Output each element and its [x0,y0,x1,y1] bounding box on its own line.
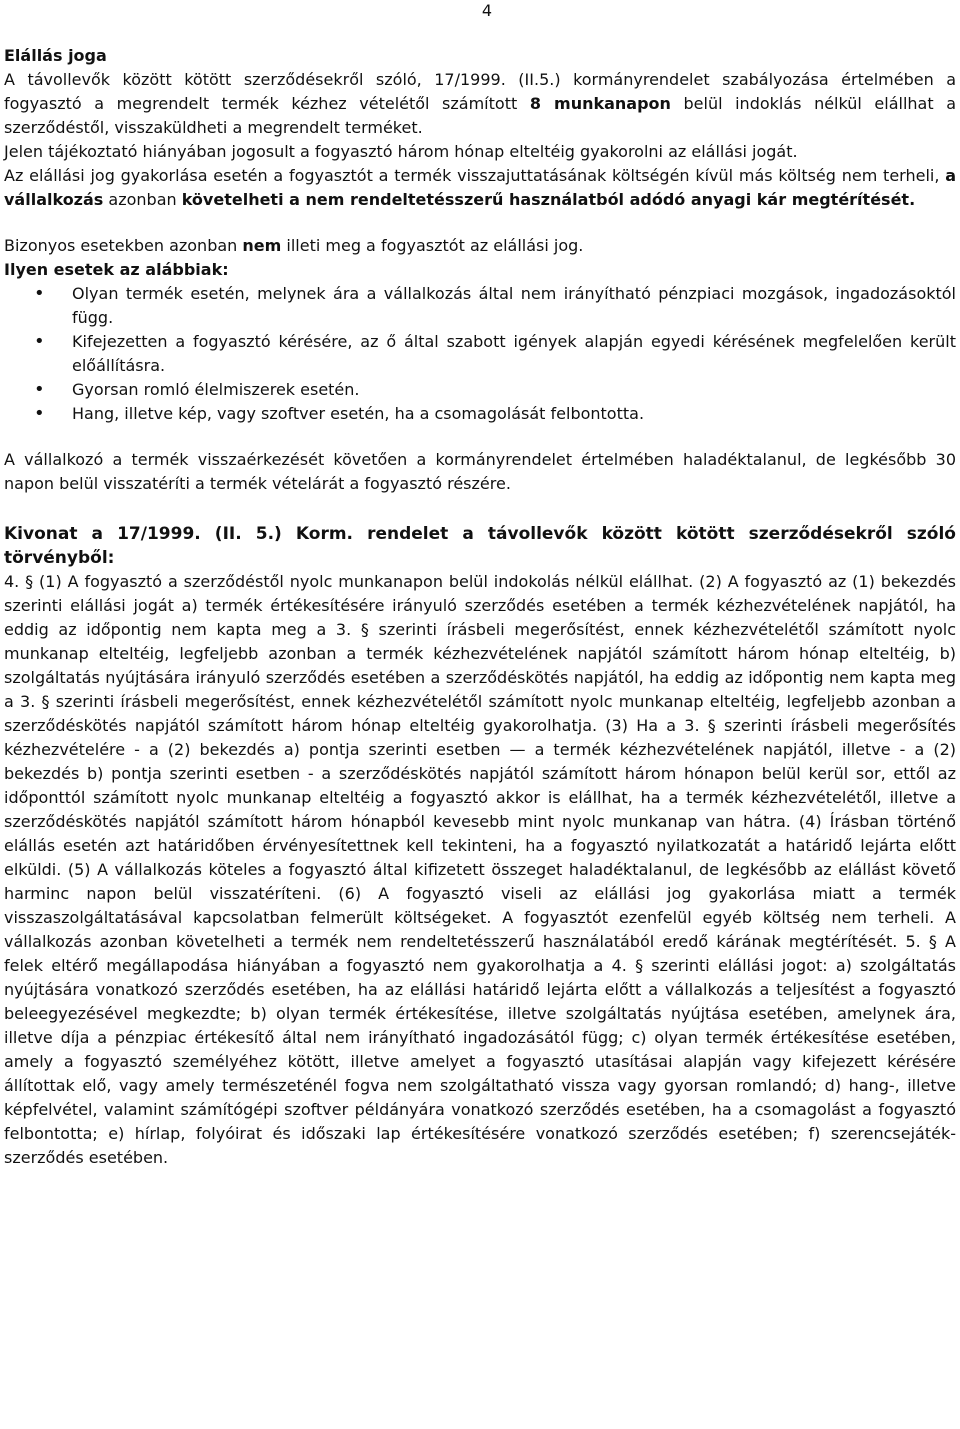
paragraph-costs-text-a: Az elállási jog gyakorlása esetén a fogyasztót a termék visszajuttatásának költségén kívül más költség nem terheli, [4,166,946,185]
paragraph-intro [4,68,956,140]
paragraph-costs-claim: követelheti a nem rendeltetésszerű használatból adódó anyagi kár megtérítését. [181,190,916,209]
paragraph-intro-text-c: belül indoklás nélkül elállhat a szerződéstől, visszaküldheti a megrendelt terméket. [4,94,957,137]
paragraph-missing-info: Jelen tájékoztató hiányában jogosult a fogyasztó három hónap elteltéig gyakorolni az elállási jogát. [4,142,798,161]
excerpt-body: 4. § (1) A fogyasztó a szerződéstől nyolc munkanapon belül indokolás nélkül elállhat. (2) A fogyasztó az (1) bekezdés szerinti elállási jogát a) termék értékesítésére irányuló szerződés esetében a termék kézhezvételének napjától, ha eddig az időpontig nem kapta meg a 3. § szerinti írásbeli megerősítést, ennek kézhezvételétől számított nyolc munkanap elteltéig, legfeljebb azonban a termék kézhezvételének napjától számított három hónap elteltéig, b) szolgáltatás nyújtására irányuló szerződés esetében a szerződéskötés napjától, ha eddig az időpontig nem kapta meg a 3. § szerinti írásbeli megerősítést, ennek kézhezvételétől számított nyolc munkanap elteltéig, legfeljebb azonban a szerződéskötés napjától számított három hónap elteltéig gyakorolhatja. (3) Ha a 3. § szerinti írásbeli megerősítés kézhezvételére - a (2) bekezdés a) pontja szerinti esetben — a termék kézhezvételének napjától, illetve - a (2) bekezdés b) pontja szerinti esetben - a szerződéskötés napjától számított három hónapon belül kerül sor, ettől az időponttól számított nyolc munkanap elteltéig a fogyasztó akkor is elállhat, ha a termék kézhezvételétől, illetve a szerződéskötés napjától számított három hónapból kevesebb mint nyolc munkanap van hátra. (4) Írásban történő elállás esetén azt határidőben érvényesítettnek kell tekinteni, ha a fogyasztó nyilatkozatát a határidő lejárta előtt elküldi. (5) A vállalkozás köteles a fogyasztó által kifizetett összeget haladéktalanul, de legkésőbb az elállást követő harminc napon belül visszatéríteni. (6) A fogyasztó viseli az elállási jog gyakorlása miatt a termék visszaszolgáltatásával kapcsolatban felmerült költségeket. A fogyasztót ezenfelül egyéb költség nem terheli. A vállalkozás azonban követelheti a termék nem rendeltetésszerű használatából eredő kárának megtérítését. 5. § A felek eltérő megállapodása hiányában a fogyasztó nem gyakorolhatja a 4. § szerinti elállási jogot: a) szolgáltatás nyújtására vonatkozó szerződés esetében, ha az elállási határidő lejárta előtt a vállalkozás a teljesítést a fogyasztó beleegyezésével megkezdte; b) olyan termék értékesítése, illetve szolgáltatás nyújtása esetében, amelynek ára, illetve díja a pénzpiac értékesítő által nem irányítható ingadozásától függ; c) olyan termék értékesítése esetében, amely a fogyasztó személyéhez kötött, illetve amelyet a fogyasztó utasításai alapján vagy kifejezett kérésére állítottak elő, vagy amely természeténél fogva nem szolgáltatható vissza vagy gyorsan romlandó; d) hang-, illetve képfelvétel, valamint számítógépi szoftver példányára vonatkozó szerződés esetében, ha a csomagolást a fogyasztó felbontotta; e) hírlap, folyóirat és időszaki lap értékesítésére vonatkozó szerződés esetében; f) szerencsejáték-szerződés esetében. [4,572,956,1167]
excerpt-title: Kivonat a 17/1999. (II. 5.) Korm. rendelet a távollevők között kötött szerződésekről szóló törvényből: [4,524,956,568]
list-item: • Hang, illetve kép, vagy szoftver esetén, ha a csomagolását felbontotta. [72,402,956,426]
paragraph-refund: A vállalkozó a termék visszaérkezését követően a kormányrendelet értelmében haladéktalanul, de legkésőbb 30 napon belül visszatéríti a termék vételárát a fogyasztó részére. [4,450,956,493]
list-item: • Olyan termék esetén, melynek ára a vállalkozás által nem irányítható pénzpiaci mozgások, ingadozásoktól függ. [72,282,956,330]
list-item: • Kifejezetten a fogyasztó kérésére, az ő által szabott igények alapján egyedi kérésének megfelelően került előállításra. [72,330,956,378]
document-content [4,44,956,1170]
paragraph-costs [4,164,956,212]
page-number: 4 [481,1,492,20]
paragraph-intro-text-a: A távollevők között kötött szerződésekről szóló, 17/1999. (II.5.) kormányrendelet szabályozása értelmében a fogyasztó a megrendelt termék kézhez vételétől számított [4,70,956,113]
paragraph-exceptions-text-c: illeti meg a fogyasztót az elállási jog. [281,236,584,255]
paragraph-intro-deadline: 8 munkanapon [529,94,671,113]
paragraph-costs-text-c: azonban [103,190,182,209]
exceptions-list [4,282,956,426]
paragraph-exceptions [4,234,956,258]
exceptions-list-title: Ilyen esetek az alábbiak: [4,260,229,279]
paragraph-costs-company: a vállalkozás [4,166,956,209]
paragraph-exceptions-not: nem [242,236,282,255]
paragraph-exceptions-text-a: Bizonyos esetekben azonban [4,236,243,255]
list-item: • Gyorsan romló élelmiszerek esetén. [72,378,956,402]
section-title: Elállás joga [4,46,107,65]
